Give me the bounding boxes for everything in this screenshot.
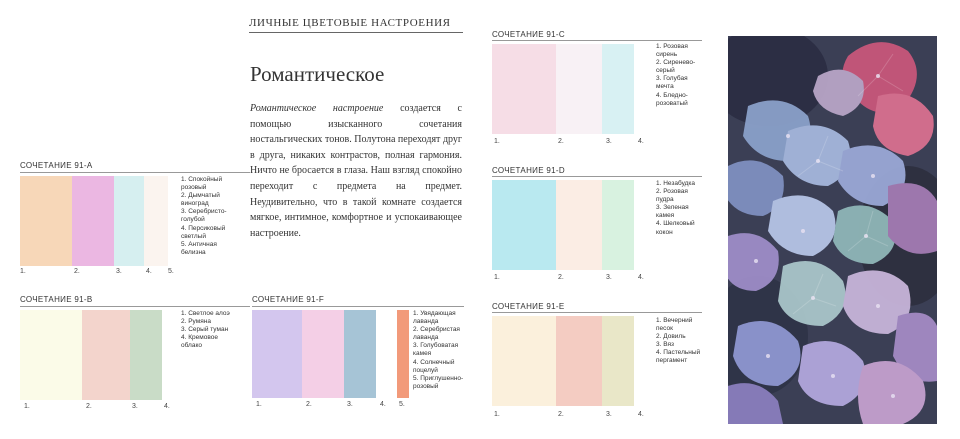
combo-label-91b: СОЧЕТАНИЕ 91-B <box>20 295 93 304</box>
combo-91e-legend: 1. Вечерний песок 2. Довиль 3. Вяз 4. Пастельный пергамент <box>656 317 701 365</box>
swatch <box>397 310 409 398</box>
swatch <box>72 176 114 266</box>
section-rule <box>249 32 463 33</box>
swatch <box>556 316 602 406</box>
swatch-number: 1. <box>494 274 500 281</box>
swatch <box>556 180 602 270</box>
combo-rule <box>20 172 250 173</box>
combo-label-91c: СОЧЕТАНИЕ 91-C <box>492 30 565 39</box>
swatch <box>20 176 72 266</box>
combo-91f-legend: 1. Увядающая лаванда 2. Серебристая лаванда 3. Голубоватая камея 4. Солнечный поцелуй 5. Приглушенно- розовый <box>413 310 464 390</box>
swatch-number: 3. <box>606 411 612 418</box>
swatch-number: 3. <box>347 401 353 408</box>
body-rest: создается с помощью изысканного сочетания ностальгических тонов. Полутона переходят друг в друга, никаких контрастов, полная гармония. Ничто не бросается в глаза. Наш взгляд спокойно переходит с предмета на предмет. Неудивительно, что в такой комнате создается мягкое, интимное, комфортное и успокаивающее настроение. <box>250 103 462 239</box>
swatch-number: 4. <box>638 274 644 281</box>
body-italic: Романтическое настроение <box>250 103 384 114</box>
swatch-number: 1. <box>494 411 500 418</box>
swatch-number: 1. <box>24 403 30 410</box>
combo-rule <box>492 176 702 177</box>
swatch-number: 4. <box>638 411 644 418</box>
swatch-number: 3. <box>606 274 612 281</box>
swatch <box>492 44 556 134</box>
swatch-number: 2. <box>558 138 564 145</box>
swatch-number: 5. <box>168 268 174 275</box>
swatch <box>492 180 556 270</box>
swatch-number: 3. <box>606 138 612 145</box>
swatch-number: 1. <box>494 138 500 145</box>
swatch-number: 3. <box>132 403 138 410</box>
swatch <box>602 180 634 270</box>
swatch-number: 4. <box>380 401 386 408</box>
combo-91d-legend: 1. Незабудка 2. Розовая пудра 3. Зеленая камея 4. Шелковый кокон <box>656 180 695 236</box>
combo-rule <box>492 40 702 41</box>
combo-91a-legend: 1. Спокойный розовый 2. Дымчатый виноград 3. Серебристо- голубой 4. Персиковый светлый 5. Античная белизна <box>181 176 227 256</box>
combo-label-91f: СОЧЕТАНИЕ 91-F <box>252 295 325 304</box>
swatch-number: 4. <box>146 268 152 275</box>
combo-rule <box>252 306 464 307</box>
hydrangea-photo <box>728 36 937 424</box>
combo-rule <box>492 312 702 313</box>
swatch-number: 4. <box>638 138 644 145</box>
section-title: ЛИЧНЫЕ ЦВЕТОВЫЕ НАСТРОЕНИЯ <box>249 17 451 29</box>
swatch <box>602 44 634 134</box>
swatch <box>144 176 168 266</box>
combo-91b-legend: 1. Светлое алоэ 2. Румяна 3. Серый туман 4. Кремовое облако <box>181 310 230 350</box>
swatch-number: 1. <box>20 268 26 275</box>
swatch <box>130 310 162 400</box>
swatch-number: 2. <box>558 411 564 418</box>
combo-label-91d: СОЧЕТАНИЕ 91-D <box>492 166 565 175</box>
swatch-number: 2. <box>86 403 92 410</box>
combo-rule <box>20 306 250 307</box>
swatch <box>20 310 82 400</box>
swatch <box>82 310 130 400</box>
combo-label-91e: СОЧЕТАНИЕ 91-E <box>492 302 565 311</box>
swatch-number: 5. <box>399 401 405 408</box>
swatch <box>114 176 144 266</box>
swatch <box>252 310 302 398</box>
combo-91c-legend: 1. Розовая сирень 2. Сиренево- серый 3. Голубая мечта 4. Бледно- розоватый <box>656 43 696 107</box>
swatch <box>302 310 344 398</box>
swatch-number: 2. <box>558 274 564 281</box>
swatch-number: 2. <box>74 268 80 275</box>
combo-label-91a: СОЧЕТАНИЕ 91-A <box>20 161 93 170</box>
body-text <box>250 101 462 241</box>
swatch-number: 4. <box>164 403 170 410</box>
swatch-number: 2. <box>306 401 312 408</box>
swatch <box>556 44 602 134</box>
page-title: Романтическое <box>250 62 385 86</box>
swatch <box>492 316 556 406</box>
swatch-number: 1. <box>256 401 262 408</box>
swatch <box>602 316 634 406</box>
swatch-number: 3. <box>116 268 122 275</box>
swatch <box>344 310 376 398</box>
